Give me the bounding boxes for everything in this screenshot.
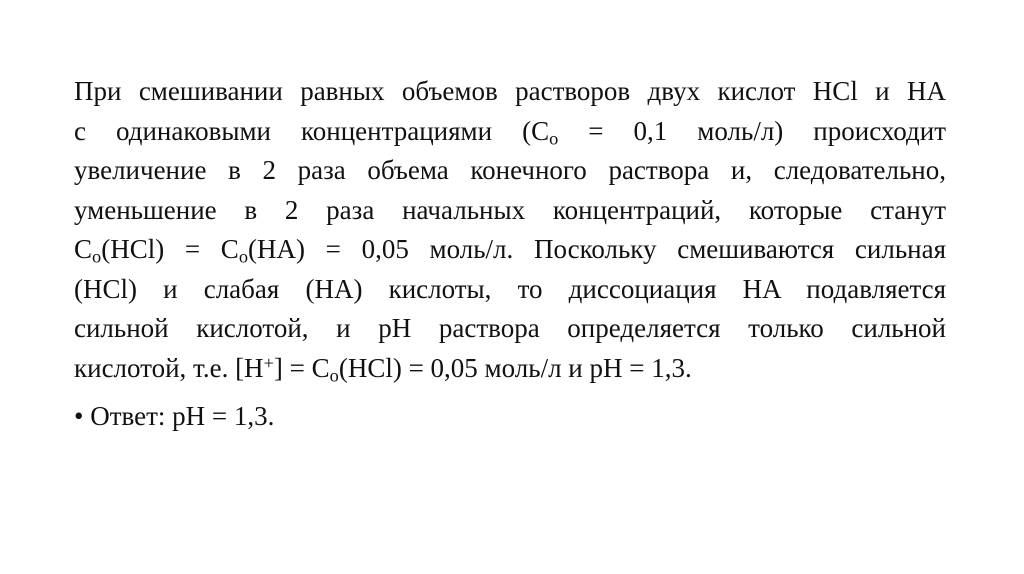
paragraph-line-1: При смешивании равных объемов растворов двух кислот HCl и HA [74, 76, 946, 106]
line-5-text-b: (HCl) = C [101, 234, 239, 264]
answer-bullet-item [74, 397, 946, 437]
answer-text: Ответ: pH = 1,3. [90, 401, 275, 431]
bullet-icon: • [74, 401, 84, 431]
line-5-text-c: (HA) = 0,05 моль/л. Поскольку смешиваются сильная [248, 234, 946, 264]
paragraph-line-2 [74, 112, 946, 152]
paragraph-line-4: уменьшение в 2 раза начальных концентраций, которые станут [74, 194, 946, 225]
slide-content [74, 72, 946, 437]
subscript-o: o [549, 128, 559, 149]
line-2-text-a: с одинаковыми концентрациями (C [74, 115, 550, 146]
paragraph-line-3: увеличение в 2 раза объема конечного раствора и, следовательно, [74, 155, 946, 185]
line-5-text-a: C [74, 234, 93, 264]
solution-paragraph [74, 72, 946, 388]
paragraph-line-6: (HCl) и слабая (HA) кислоты, то диссоциация HA подавляется [74, 273, 946, 304]
subscript-o: o [238, 246, 248, 267]
subscript-o: o [329, 365, 339, 386]
line-8-text-a: кислотой, т.е. [H [74, 352, 264, 383]
paragraph-line-7: сильной кислотой, и pH раствора определяется только сильной [74, 313, 946, 343]
paragraph-line-5 [74, 230, 946, 270]
superscript-plus: + [263, 352, 274, 373]
line-8-text-b: ] = C [273, 352, 330, 383]
paragraph-line-8 [74, 349, 946, 389]
subscript-o: o [92, 246, 102, 267]
line-8-text-c: (HCl) = 0,05 моль/л и pH = 1,3. [338, 352, 692, 383]
line-2-text-b: = 0,1 моль/л) происходит [558, 115, 947, 146]
